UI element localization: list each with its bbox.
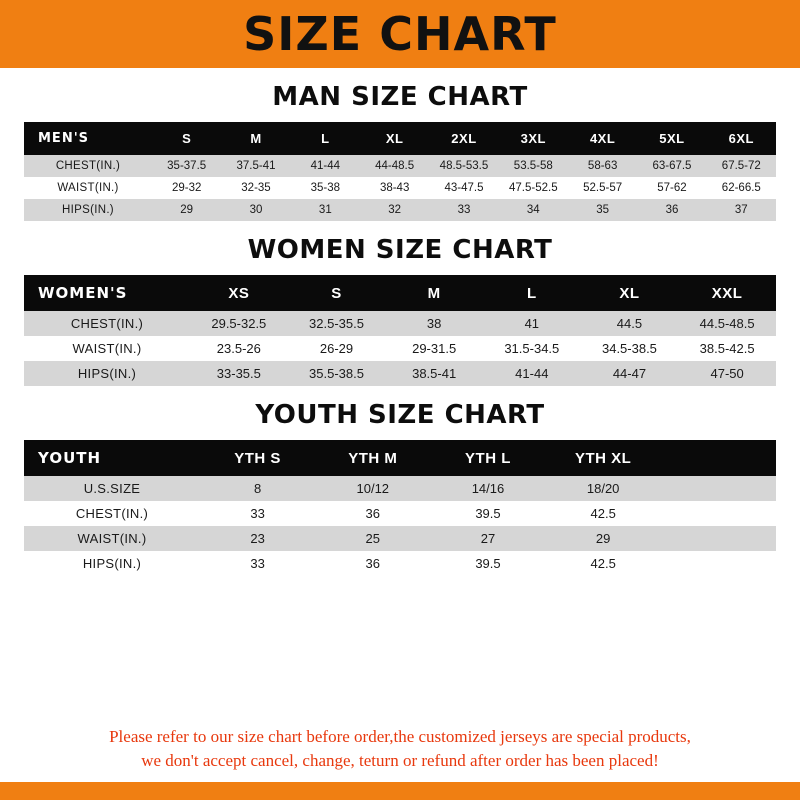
- women-col-6: XXL: [678, 275, 776, 311]
- youth-waist-2: 25: [315, 526, 430, 551]
- disclaimer-line-1: Please refer to our size chart before order,the customized jerseys are special products,: [109, 726, 691, 746]
- youth-row-label-waist: WAIST(IN.): [24, 526, 200, 551]
- man-waist-8: 57-62: [637, 177, 706, 199]
- youth-chest-3: 39.5: [430, 501, 545, 526]
- women-hips-2: 35.5-38.5: [288, 361, 386, 386]
- man-col-5: 2XL: [429, 122, 498, 155]
- man-chest-6: 53.5-58: [499, 155, 568, 177]
- youth-hips-1: 33: [200, 551, 315, 576]
- disclaimer-note: [0, 713, 800, 782]
- youth-ussize-4: 18/20: [546, 476, 661, 501]
- section-title-man: MAN SIZE CHART: [272, 82, 528, 112]
- youth-waist-4: 29: [546, 526, 661, 551]
- man-chest-4: 44-48.5: [360, 155, 429, 177]
- youth-size-table: [24, 440, 776, 576]
- youth-chest-4: 42.5: [546, 501, 661, 526]
- man-hips-7: 35: [568, 199, 637, 221]
- man-hips-9: 37: [707, 199, 776, 221]
- youth-chest-1: 33: [200, 501, 315, 526]
- women-chest-3: 38: [385, 311, 483, 336]
- man-hips-4: 32: [360, 199, 429, 221]
- women-row-label-waist: WAIST(IN.): [24, 336, 190, 361]
- table-header-row: [24, 275, 776, 311]
- man-col-7: 4XL: [568, 122, 637, 155]
- women-waist-6: 38.5-42.5: [678, 336, 776, 361]
- section-title-youth: YOUTH SIZE CHART: [255, 400, 545, 430]
- youth-row-label-hips: HIPS(IN.): [24, 551, 200, 576]
- women-chest-2: 32.5-35.5: [288, 311, 386, 336]
- man-waist-1: 29-32: [152, 177, 221, 199]
- women-hips-5: 44-47: [581, 361, 679, 386]
- table-row: [24, 336, 776, 361]
- man-row-label-waist: WAIST(IN.): [24, 177, 152, 199]
- table-header-row: [24, 122, 776, 155]
- youth-chest-2: 36: [315, 501, 430, 526]
- man-waist-2: 32-35: [221, 177, 290, 199]
- man-row-label-chest: CHEST(IN.): [24, 155, 152, 177]
- women-col-5: XL: [581, 275, 679, 311]
- youth-col-3: YTH L: [430, 440, 545, 476]
- man-col-3: L: [291, 122, 360, 155]
- women-waist-3: 29-31.5: [385, 336, 483, 361]
- youth-col-4: YTH XL: [546, 440, 661, 476]
- man-col-6: 3XL: [499, 122, 568, 155]
- women-hips-6: 47-50: [678, 361, 776, 386]
- youth-col-5: [661, 440, 776, 476]
- youth-ussize-3: 14/16: [430, 476, 545, 501]
- table-row: [24, 361, 776, 386]
- women-chest-6: 44.5-48.5: [678, 311, 776, 336]
- man-col-4: XL: [360, 122, 429, 155]
- header-banner: [0, 0, 800, 68]
- table-row: [24, 177, 776, 199]
- women-col-2: S: [288, 275, 386, 311]
- youth-table-head: [24, 440, 776, 476]
- man-chest-3: 41-44: [291, 155, 360, 177]
- youth-hips-5: [661, 551, 776, 576]
- man-waist-9: 62-66.5: [707, 177, 776, 199]
- man-chest-9: 67.5-72: [707, 155, 776, 177]
- youth-hips-4: 42.5: [546, 551, 661, 576]
- table-header-row: [24, 440, 776, 476]
- youth-waist-1: 23: [200, 526, 315, 551]
- man-waist-7: 52.5-57: [568, 177, 637, 199]
- women-row-label-hips: HIPS(IN.): [24, 361, 190, 386]
- women-table-head: [24, 275, 776, 311]
- man-corner-label: MEN'S: [24, 122, 152, 155]
- youth-waist-3: 27: [430, 526, 545, 551]
- women-waist-5: 34.5-38.5: [581, 336, 679, 361]
- man-row-label-hips: HIPS(IN.): [24, 199, 152, 221]
- women-row-label-chest: CHEST(IN.): [24, 311, 190, 336]
- youth-corner-label: YOUTH: [24, 440, 200, 476]
- man-waist-3: 35-38: [291, 177, 360, 199]
- man-col-9: 6XL: [707, 122, 776, 155]
- women-table-body: [24, 311, 776, 386]
- section-man: [24, 82, 776, 221]
- man-col-1: S: [152, 122, 221, 155]
- chart-content: [0, 68, 800, 713]
- man-chest-7: 58-63: [568, 155, 637, 177]
- man-hips-5: 33: [429, 199, 498, 221]
- youth-col-2: YTH M: [315, 440, 430, 476]
- section-women: [24, 235, 776, 386]
- man-hips-8: 36: [637, 199, 706, 221]
- women-hips-3: 38.5-41: [385, 361, 483, 386]
- youth-hips-3: 39.5: [430, 551, 545, 576]
- women-chest-4: 41: [483, 311, 581, 336]
- man-table-head: [24, 122, 776, 155]
- women-waist-2: 26-29: [288, 336, 386, 361]
- youth-table-body: [24, 476, 776, 576]
- table-row: [24, 526, 776, 551]
- table-row: [24, 476, 776, 501]
- man-col-8: 5XL: [637, 122, 706, 155]
- man-chest-8: 63-67.5: [637, 155, 706, 177]
- women-size-table: [24, 275, 776, 386]
- table-row: [24, 155, 776, 177]
- youth-ussize-2: 10/12: [315, 476, 430, 501]
- man-chest-5: 48.5-53.5: [429, 155, 498, 177]
- section-title-women: WOMEN SIZE CHART: [247, 235, 553, 265]
- man-size-table: [24, 122, 776, 221]
- youth-waist-5: [661, 526, 776, 551]
- man-hips-1: 29: [152, 199, 221, 221]
- table-row: [24, 311, 776, 336]
- man-hips-2: 30: [221, 199, 290, 221]
- man-waist-4: 38-43: [360, 177, 429, 199]
- man-waist-5: 43-47.5: [429, 177, 498, 199]
- man-hips-6: 34: [499, 199, 568, 221]
- women-hips-1: 33-35.5: [190, 361, 288, 386]
- disclaimer-line-2: we don't accept cancel, change, teturn or refund after order has been placed!: [141, 751, 659, 771]
- footer-bar: [0, 782, 800, 800]
- women-waist-4: 31.5-34.5: [483, 336, 581, 361]
- table-row: [24, 551, 776, 576]
- women-waist-1: 23.5-26: [190, 336, 288, 361]
- man-waist-6: 47.5-52.5: [499, 177, 568, 199]
- section-youth: [24, 400, 776, 576]
- women-chest-1: 29.5-32.5: [190, 311, 288, 336]
- table-row: [24, 501, 776, 526]
- man-col-2: M: [221, 122, 290, 155]
- youth-row-label-chest: CHEST(IN.): [24, 501, 200, 526]
- youth-ussize-1: 8: [200, 476, 315, 501]
- youth-ussize-5: [661, 476, 776, 501]
- man-chest-1: 35-37.5: [152, 155, 221, 177]
- youth-col-1: YTH S: [200, 440, 315, 476]
- man-table-body: [24, 155, 776, 221]
- youth-hips-2: 36: [315, 551, 430, 576]
- women-corner-label: WOMEN'S: [24, 275, 190, 311]
- man-chest-2: 37.5-41: [221, 155, 290, 177]
- youth-chest-5: [661, 501, 776, 526]
- youth-row-label-ussize: U.S.SIZE: [24, 476, 200, 501]
- women-col-1: XS: [190, 275, 288, 311]
- women-chest-5: 44.5: [581, 311, 679, 336]
- women-col-3: M: [385, 275, 483, 311]
- women-col-4: L: [483, 275, 581, 311]
- page-title: SIZE CHART: [243, 7, 557, 61]
- man-hips-3: 31: [291, 199, 360, 221]
- table-row: [24, 199, 776, 221]
- women-hips-4: 41-44: [483, 361, 581, 386]
